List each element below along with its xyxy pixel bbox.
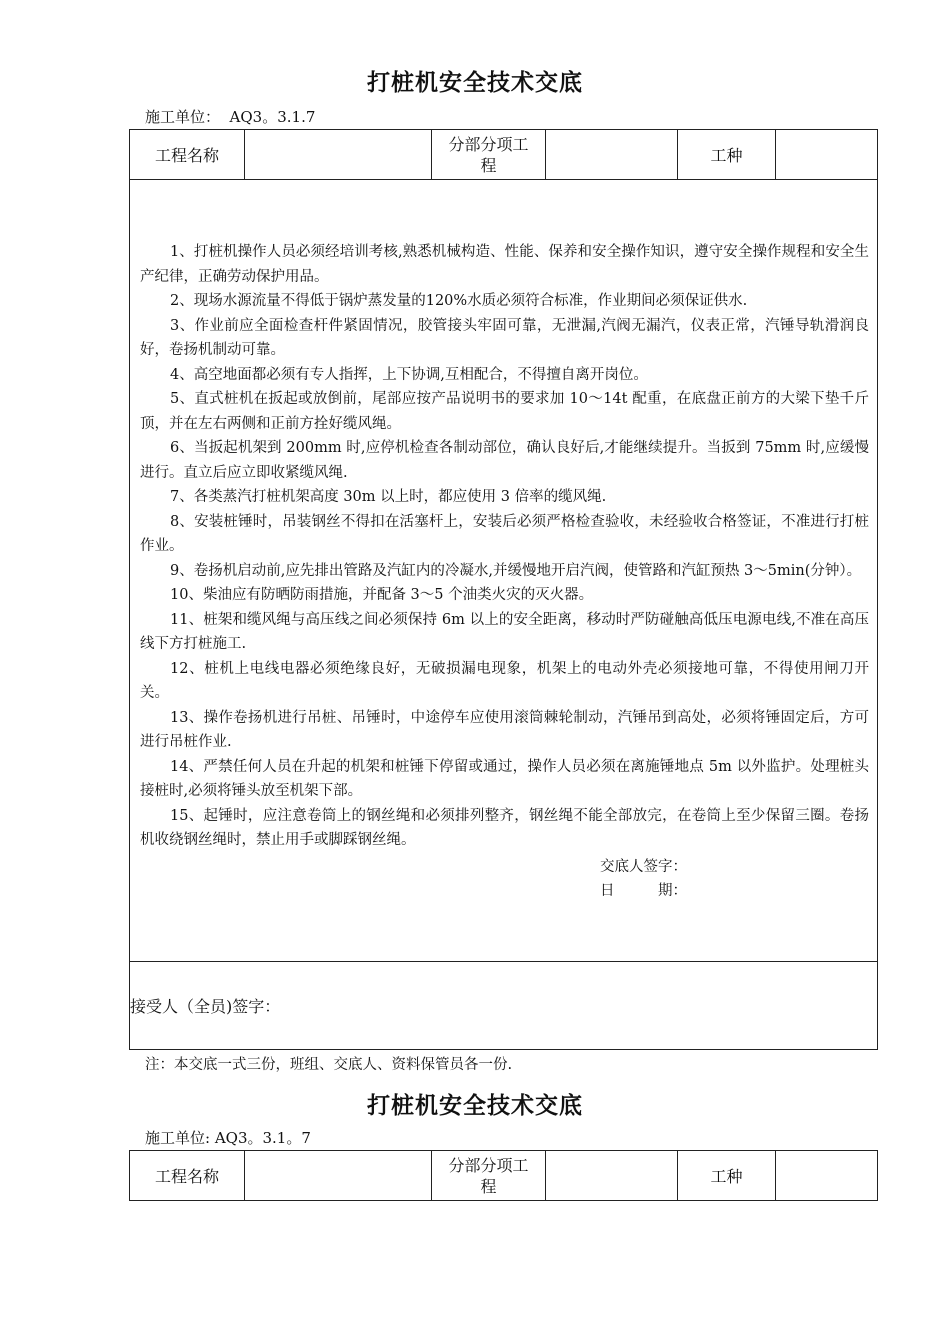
subproject-value-2[interactable] xyxy=(546,1151,678,1201)
safety-item: 2、现场水源流量不得低于锅炉蒸发量的120%水质必须符合标准，作业期间必须保证供水. xyxy=(170,293,748,310)
trade-label: 工种 xyxy=(678,130,776,180)
safety-item: 7、各类蒸汽打桩机架高度 30m 以上时，都应使用 3 倍率的缆风绳. xyxy=(170,489,607,506)
safety-item: 10、柴油应有防晒防雨措施，并配备 3～5 个油类火灾的灭火器。 xyxy=(170,587,594,604)
project-name-value[interactable] xyxy=(245,130,432,180)
subproject-label-2 xyxy=(432,1151,546,1201)
project-name-value-2[interactable] xyxy=(245,1151,432,1201)
signer-label: 交底人签字： xyxy=(600,858,687,875)
trade-value-2[interactable] xyxy=(776,1151,878,1201)
safety-items-list xyxy=(130,237,877,853)
receiver-signature-cell[interactable]: 接受人（全员)签字： xyxy=(130,962,878,1050)
subproject-label-2-line2: 程 xyxy=(480,1176,497,1196)
safety-disclosure-form-2 xyxy=(129,1150,878,1201)
subproject-label-line2: 程 xyxy=(480,155,497,175)
safety-item: 11、桩架和缆风绳与高压线之间必须保持 6m 以上的安全距离，移动时严防碰触高低压电源电线,不准在高压线下方打桩施工. xyxy=(140,611,869,653)
signature-block xyxy=(600,855,877,904)
project-name-label-2: 工程名称 xyxy=(130,1151,245,1201)
form-header-row-2 xyxy=(130,1151,878,1201)
disclosure-content xyxy=(130,180,878,962)
document-title: 打桩机安全技术交底 xyxy=(367,70,583,96)
construction-unit-line: 施工单位： AQ3。3.1.7 xyxy=(145,108,316,126)
safety-item: 4、高空地面都必须有专人指挥，上下协调,互相配合，不得擅自离开岗位。 xyxy=(170,366,648,383)
trade-value[interactable] xyxy=(776,130,878,180)
safety-disclosure-form xyxy=(129,129,878,1050)
safety-item: 3、作业前应全面检查杆件紧固情况，胶管接头牢固可靠，无泄漏,汽阀无漏汽，仪表正常，汽锤导轨滑润良好，卷扬机制动可靠。 xyxy=(140,317,869,359)
disclosure-content-row xyxy=(130,180,878,962)
date-label: 日 期： xyxy=(600,883,687,900)
safety-item: 14、严禁任何人员在升起的机架和桩锤下停留或通过，操作人员必须在离施锤地点 5m 以外监护。处理桩头接桩时,必须将锤头放至机架下部。 xyxy=(140,758,869,800)
safety-item: 15、起锤时，应注意卷筒上的钢丝绳和必须排列整齐，钢丝绳不能全部放完，在卷筒上至少保留三圈。卷扬机收绕钢丝绳时，禁止用手或脚踩钢丝绳。 xyxy=(140,807,869,849)
subproject-label xyxy=(432,130,546,180)
safety-item: 12、桩机上电线电器必须绝缘良好，无破损漏电现象，机架上的电动外壳必须接地可靠，不得使用闸刀开关。 xyxy=(140,660,869,702)
safety-item: 13、操作卷扬机进行吊桩、吊锤时，中途停车应使用滚筒棘轮制动，汽锤吊到高处，必须将锤固定后，方可进行吊桩作业. xyxy=(140,709,869,751)
safety-item: 9、卷扬机启动前,应先排出管路及汽缸内的冷凝水,并缓慢地开启汽阀，使管路和汽缸预热 3～5min(分钟）。 xyxy=(170,562,862,579)
subproject-label-line1: 分部分项工 xyxy=(448,134,529,154)
subproject-label-2-line1: 分部分项工 xyxy=(448,1155,529,1175)
safety-item: 8、安装桩锤时，吊装钢丝不得扣在活塞杆上，安装后必须严格检查验收，未经验收合格签证，不准进行打桩作业。 xyxy=(140,513,869,555)
document-title-2: 打桩机安全技术交底 xyxy=(367,1093,583,1119)
receiver-row xyxy=(130,962,878,1050)
safety-item: 6、当扳起机架到 200mm 时,应停机检查各制动部位，确认良好后,才能继续提升。当扳到 75mm 时,应缓慢进行。直立后应立即收紧缆风绳. xyxy=(140,440,869,481)
subproject-value[interactable] xyxy=(546,130,678,180)
safety-item: 5、直式桩机在扳起或放倒前，尾部应按产品说明书的要求加 10～14t 配重，在底盘正前方的大梁下垫千斤顶，并在左右两侧和正前方拴好缆风绳。 xyxy=(140,391,869,432)
footnote: 注：本交底一式三份，班组、交底人、资料保管员各一份. xyxy=(145,1057,513,1073)
trade-label-2: 工种 xyxy=(678,1151,776,1201)
safety-item: 1、打桩机操作人员必须经培训考核,熟悉机械构造、性能、保养和安全操作知识，遵守安全操作规程和安全生产纪律，正确劳动保护用品。 xyxy=(140,244,869,285)
form-header-row xyxy=(130,130,878,180)
project-name-label: 工程名称 xyxy=(130,130,245,180)
construction-unit-line-2: 施工单位: AQ3。3.1。7 xyxy=(145,1129,311,1147)
